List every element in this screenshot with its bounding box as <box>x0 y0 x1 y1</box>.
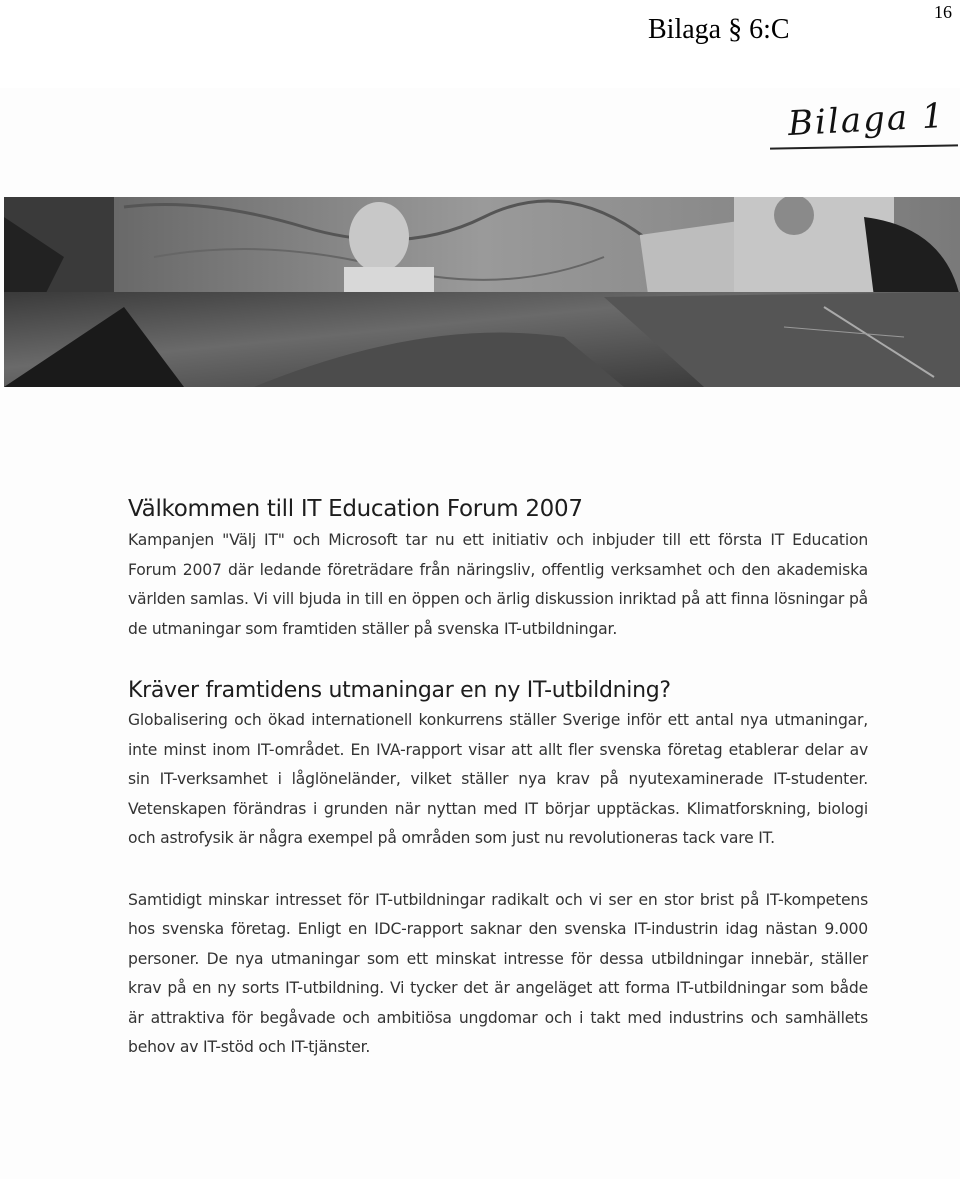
body-paragraph-2: Samtidigt minskar intresset för IT-utbildningar radikalt och vi ser en stor brist på IT-kompetens hos svenska företag. Enligt en IDC-rapport saknar den svenska IT-industrin idag nästan 9.000 personer. De nya utmaningar som ett minskat intresse för dessa utbildningar innebär, ställer krav på en ny sorts IT-utbildning. Vi tycker det är angeläget att forma IT-utbildningar som både är attraktiva för begåvade och ambitiösa ungdomar och i takt med industrins och samhällets behov av IT-stöd och IT-tjänster. <box>128 890 868 1056</box>
intro-paragraph: Kampanjen "Välj IT" och Microsoft tar nu ett initiativ och inbjuder till ett första IT Education Forum 2007 där ledande företrädare från näringsliv, offentlig verksamhet och den akademiska världen samlas. Vi vill bjuda in till en öppen och ärlig diskussion inriktad på att finna lösningar på de utmaningar som framtiden ställer på svenska IT-utbildningar. <box>128 531 868 638</box>
body-paragraph-1: Globalisering och ökad internationell konkurrens ställer Sverige inför ett antal nya utmaningar, inte minst inom IT-området. En IVA-rapport visar att allt fler svenska företag etablerar delar av sin IT-verksamhet i låglöneländer, vilket ställer nya krav på nyutexaminerade IT-studenter. Vetenskapen förändras i grunden när nyttan med IT börjar upptäckas. Klimatforskning, biologi och astrofysik är några exempel på områden som just nu revolutioneras tack vare IT. <box>128 711 868 847</box>
handwritten-attachment-note: Bilaga 1 <box>787 95 947 145</box>
page-number: 16 <box>934 2 952 22</box>
photo-banner-image <box>4 197 960 387</box>
page-title: Välkommen till IT Education Forum 2007 <box>128 496 583 522</box>
invitation-text <box>128 492 868 1063</box>
photo-banner <box>4 197 960 387</box>
section-heading: Kräver framtidens utmaningar en ny IT-utbildning? <box>128 678 671 703</box>
attachment-label: Bilaga § 6:C <box>648 14 790 45</box>
